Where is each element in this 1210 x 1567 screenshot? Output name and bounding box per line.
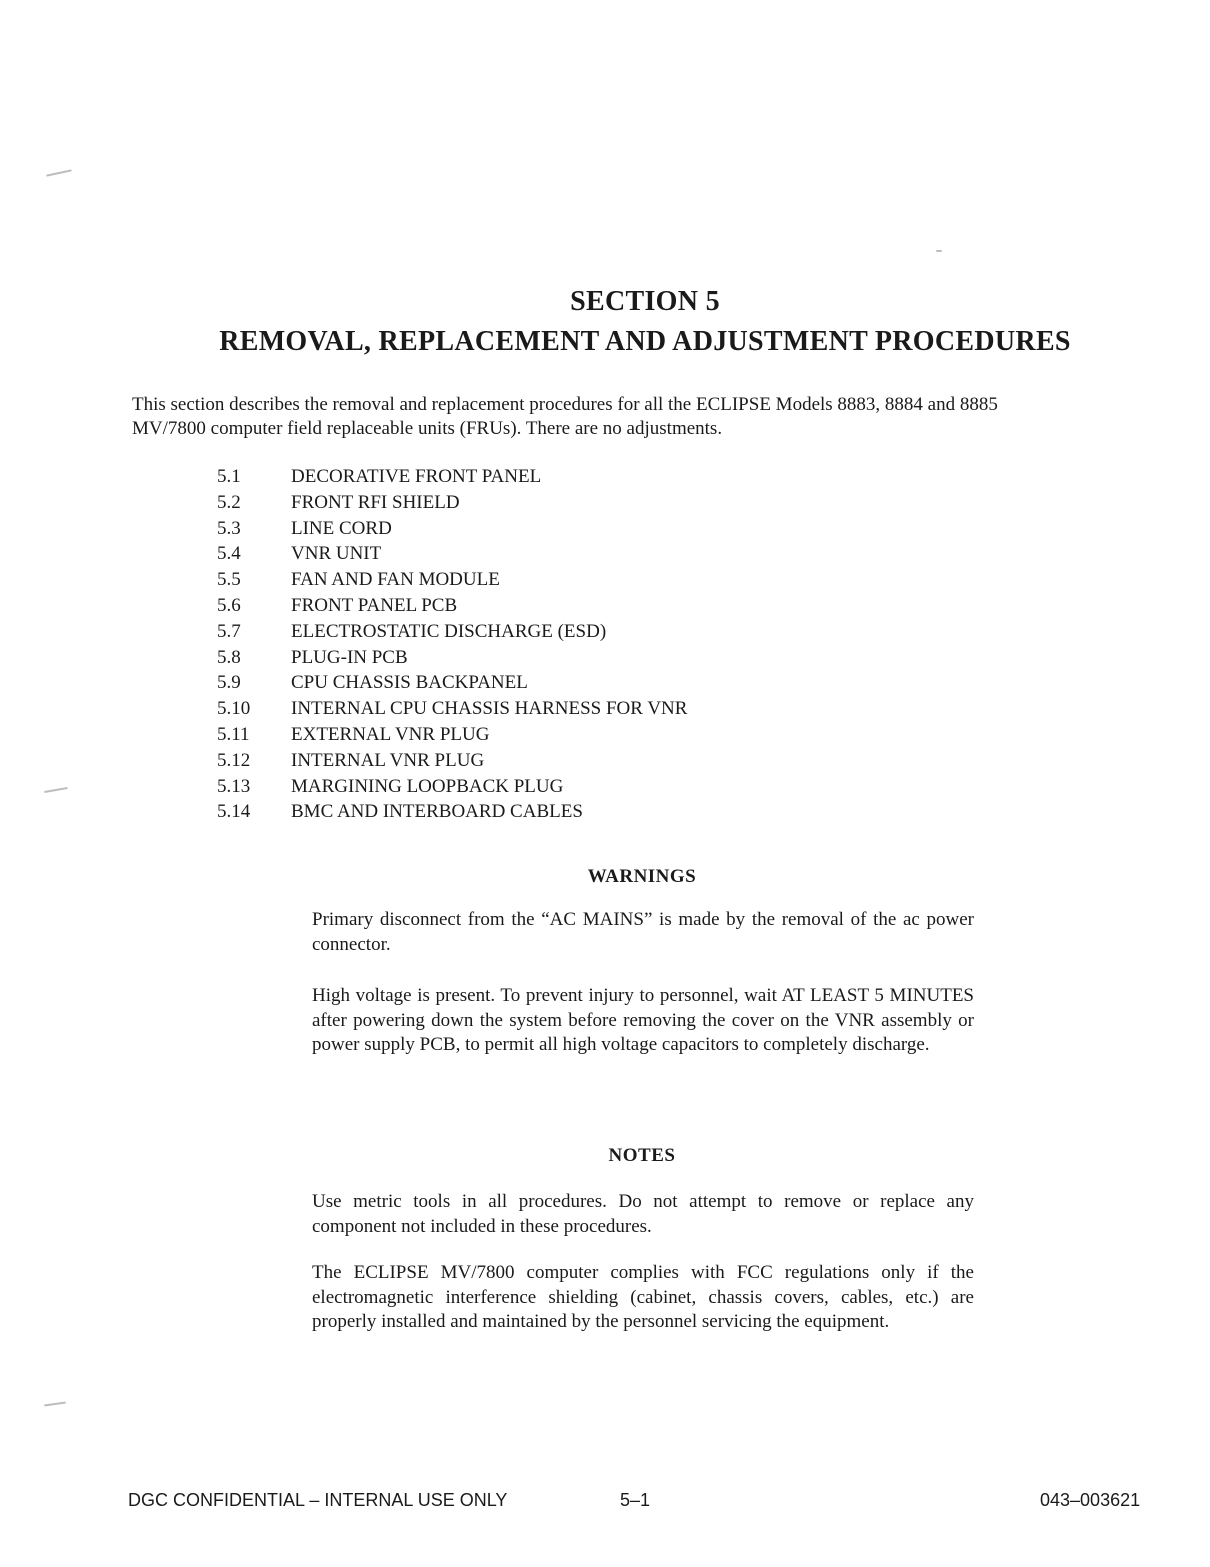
contents-item-label: ELECTROSTATIC DISCHARGE (ESD) [291, 620, 607, 642]
contents-item-label: CPU CHASSIS BACKPANEL [291, 672, 528, 694]
contents-item-label: LINE CORD [291, 517, 392, 539]
notes-heading: NOTES [608, 1145, 676, 1166]
contents-item-label: INTERNAL VNR PLUG [291, 749, 485, 771]
contents-item-label: DECORATIVE FRONT PANEL [291, 466, 542, 487]
contents-item-number: 5.7 [217, 620, 241, 642]
contents-item-label: FRONT PANEL PCB [291, 594, 458, 616]
warning-paragraph-1: Primary disconnect from the “AC MAINS” is made by the removal of the ac power connector. [312, 909, 974, 955]
contents-item [217, 722, 687, 748]
scan-speck [936, 250, 942, 252]
contents-item-number: 5.12 [217, 749, 251, 771]
contents-item-number: 5.6 [217, 594, 241, 616]
contents-item-number: 5.2 [217, 491, 241, 513]
footer-page-number: 5–1 [620, 1490, 651, 1510]
intro-paragraph [132, 393, 1172, 441]
contents-item [217, 567, 687, 593]
contents-item-number: 5.3 [217, 517, 241, 539]
contents-item [217, 799, 687, 825]
contents-item [217, 619, 687, 645]
footer-confidential-notice: DGC CONFIDENTIAL – INTERNAL USE ONLY [128, 1490, 508, 1510]
note-paragraph-1: Use metric tools in all procedures. Do not attempt to remove or replace any component not included in these procedures. [312, 1191, 974, 1237]
section-number: SECTION 5 [570, 286, 720, 317]
contents-item-number: 5.10 [217, 698, 251, 720]
contents-item-label: INTERNAL CPU CHASSIS HARNESS FOR VNR [291, 698, 688, 720]
contents-item [217, 670, 687, 696]
contents-item [217, 464, 687, 490]
contents-item-number: 5.14 [217, 801, 251, 823]
scan-speck [44, 787, 68, 793]
contents-item [217, 593, 687, 619]
contents-item-number: 5.4 [217, 543, 241, 565]
contents-item-label: MARGINING LOOPBACK PLUG [291, 775, 564, 797]
warnings-heading: WARNINGS [587, 866, 697, 887]
contents-item-number: 5.5 [217, 569, 241, 591]
contents-item [217, 541, 687, 567]
intro-line-2: MV/7800 computer field replaceable units (FRUs). There are no adjustments. [132, 418, 723, 439]
scan-speck [44, 1401, 66, 1406]
note-paragraph-2: The ECLIPSE MV/7800 computer complies with FCC regulations only if the electromagnetic interference shielding (cabinet, chassis covers, cables, etc.) are properly installed and maintained by the personnel servicing the equipment. [312, 1262, 974, 1332]
section-title: REMOVAL, REPLACEMENT AND ADJUSTMENT PROCEDURES [219, 326, 1071, 357]
contents-item-label: EXTERNAL VNR PLUG [291, 723, 490, 745]
contents-list [217, 464, 687, 825]
footer-document-number: 043–003621 [1040, 1490, 1141, 1510]
contents-item-number: 5.8 [217, 646, 241, 668]
contents-item [217, 645, 687, 671]
contents-item-number: 5.9 [217, 672, 241, 694]
contents-item [217, 516, 687, 542]
contents-item-number: 5.13 [217, 775, 251, 797]
contents-item-label: VNR UNIT [291, 543, 382, 565]
contents-item-label: BMC AND INTERBOARD CABLES [291, 801, 583, 823]
contents-item [217, 748, 687, 774]
contents-item-label: FAN AND FAN MODULE [291, 569, 500, 591]
contents-item [217, 774, 687, 800]
contents-item-label: PLUG-IN PCB [291, 646, 408, 668]
contents-item [217, 490, 687, 516]
contents-item-number: 5.11 [217, 723, 250, 745]
contents-item-label: FRONT RFI SHIELD [291, 491, 460, 513]
warning-paragraph-2: High voltage is present. To prevent injury to personnel, wait AT LEAST 5 MINUTES after powering down the system before removing the cover on the VNR assembly or power supply PCB, to permit all high voltage capacitors to completely discharge. [312, 985, 974, 1055]
contents-item-number: 5.1 [217, 466, 241, 487]
contents-item [217, 696, 687, 722]
scan-speck [46, 169, 72, 176]
intro-line-1: This section describes the removal and replacement procedures for all the ECLIPSE Models 8883, 8884 and 8885 [132, 394, 998, 415]
